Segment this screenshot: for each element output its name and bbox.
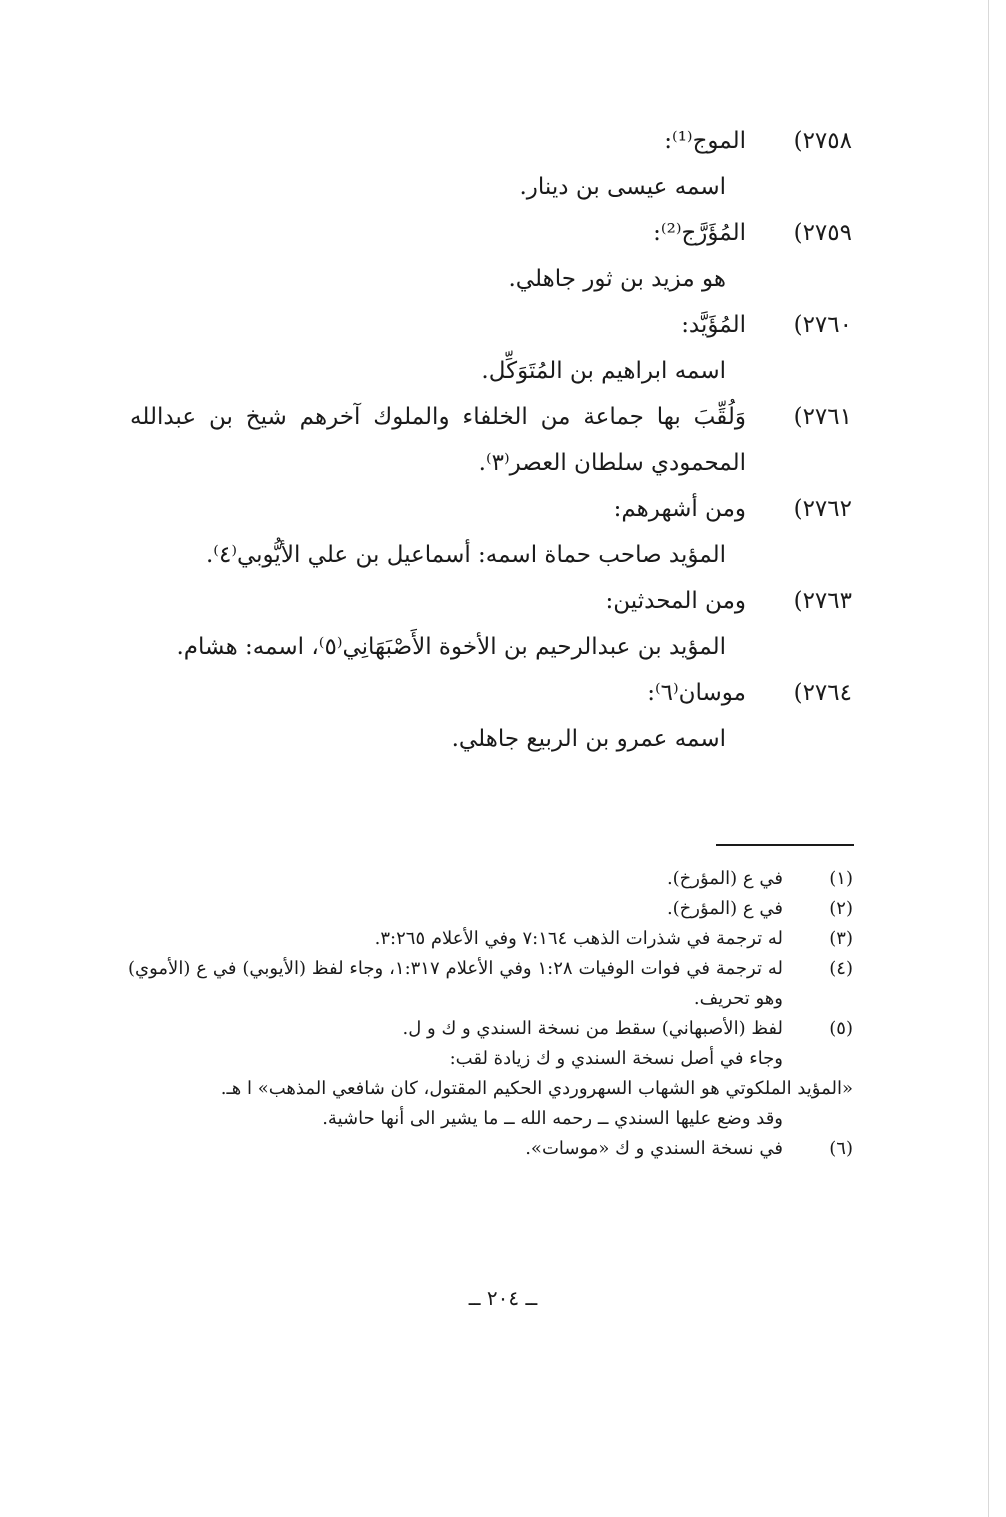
footnote-number: (١): [829, 868, 853, 889]
entry-line: اسمه ابراهيم بن المُتَوَكِّل.: [481, 358, 726, 384]
main-text: [130, 118, 852, 762]
footnote-1: [128, 864, 853, 894]
entry-2764: [130, 670, 852, 716]
footnote-2: [128, 894, 853, 924]
footnote-4: [128, 954, 853, 1014]
entry-number: ٢٧٦٠): [793, 312, 852, 338]
entry-line: المؤيد صاحب حماة اسمه: أسماعيل بن علي الأيُّوبي⁽٤⁾.: [206, 542, 726, 568]
entry-line: اسمه عيسى بن دينار.: [519, 174, 726, 200]
footnotes: [128, 864, 853, 1164]
entry-head: موسان⁽٦⁾:: [647, 680, 746, 706]
entry-line: المؤيد بن عبدالرحيم بن الأخوة الأَصْبَهَانِي⁽٥⁾، اسمه: هشام.: [176, 634, 726, 660]
entry-2762: [130, 486, 852, 532]
entry-line: هو مزيد بن ثور جاهلي.: [508, 266, 726, 292]
footnote-number: (٣): [829, 928, 853, 949]
footnote-5-quote: «المؤيد الملكوتي هو الشهاب السهروردي الحكيم المقتول، كان شافعي المذهب» ا هـ.: [220, 1078, 853, 1099]
footnote-separator: [716, 844, 854, 846]
entry-head: المُؤَرَّج⁽²⁾:: [653, 220, 746, 246]
entry-head: وَلُقِّبَ بها جماعة من الخلفاء والملوك آخرهم شيخ بن عبدالله المحمودي سلطان العصر⁽٣⁾.: [130, 404, 746, 476]
entry-number: ٢٧٦٣): [793, 588, 852, 614]
entry-number: ٢٧٦٢): [793, 496, 852, 522]
entry-head: المُؤَيَّد:: [681, 312, 746, 338]
footnote-3: [128, 924, 853, 954]
footnote-5-line: وقد وضع عليها السندي ــ رحمه الله ــ ما يشير الى أنها حاشية.: [322, 1108, 783, 1129]
entry-head: ومن أشهرهم:: [613, 496, 746, 522]
footnote-number: (٤): [829, 958, 853, 979]
footnote-text: في ع (المؤرخ).: [666, 868, 783, 889]
footnote-text: له ترجمة في شذرات الذهب ٧:١٦٤ وفي الأعلام ٣:٢٦٥.: [374, 928, 783, 949]
entry-2763: [130, 578, 852, 624]
entry-line: اسمه عمرو بن الربيع جاهلي.: [451, 726, 726, 752]
entry-number: ٢٧٦٤): [793, 680, 852, 706]
footnote-text: في ع (المؤرخ).: [666, 898, 783, 919]
entry-2761: [130, 394, 852, 486]
entry-2758: [130, 118, 852, 164]
entry-number: ٢٧٥٩): [793, 220, 852, 246]
footnote-number: (٦): [829, 1138, 853, 1159]
footnote-5-line: وجاء في أصل نسخة السندي و ك زيادة لقب:: [449, 1048, 783, 1069]
entry-2759: [130, 210, 852, 256]
footnote-text: لفظ (الأصبهاني) سقط من نسخة السندي و ك و ل.: [402, 1018, 783, 1039]
footnote-6: [128, 1134, 853, 1164]
entry-head: ومن المحدثين:: [605, 588, 746, 614]
footnote-text: له ترجمة في فوات الوفيات ١:٢٨ وفي الأعلام ١:٣١٧، وجاء لفظ (الأيوبي) في ع (الأموي) وهو تحريف.: [128, 958, 784, 1009]
page-number: ــ ٢٠٤ ــ: [468, 1286, 538, 1310]
entry-number: ٢٧٦١): [793, 404, 852, 430]
footnote-number: (٢): [829, 898, 853, 919]
footnote-number: (٥): [829, 1018, 853, 1039]
entry-number: ٢٧٥٨): [793, 128, 852, 154]
entry-2760: [130, 302, 852, 348]
entry-head: الموج⁽¹⁾:: [664, 128, 746, 154]
footnote-5: [128, 1014, 853, 1044]
footnote-text: في نسخة السندي و ك «موسات».: [525, 1138, 783, 1159]
